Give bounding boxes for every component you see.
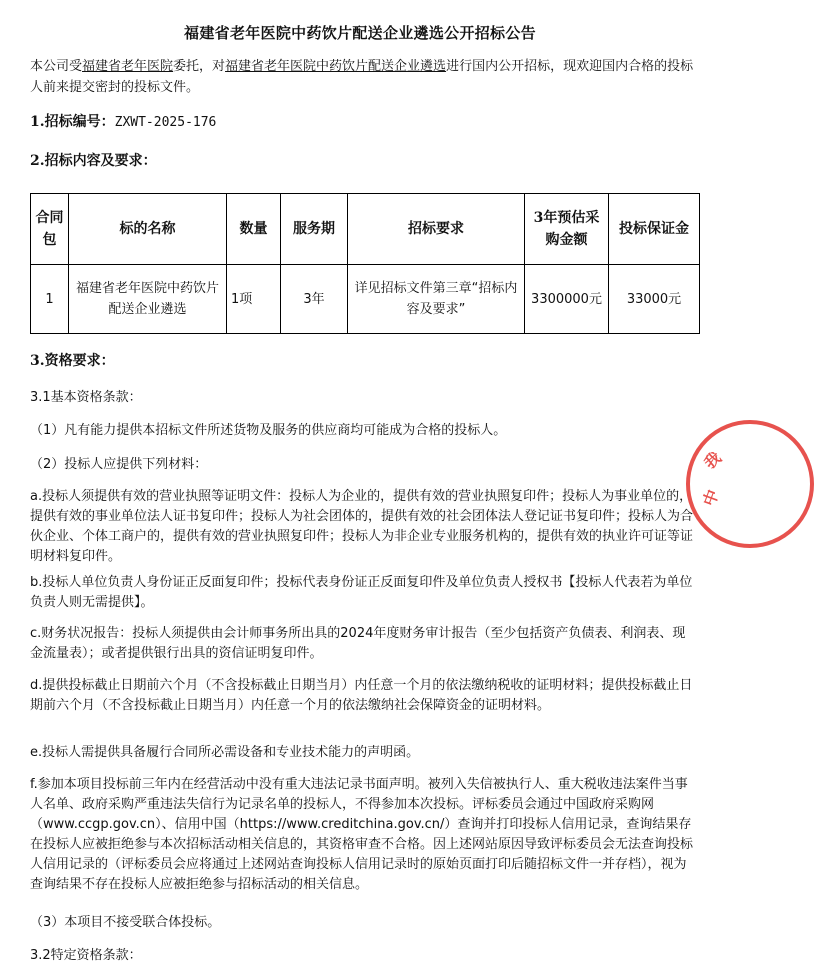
- client-name: 福建省老年医院: [82, 59, 174, 74]
- section-3-heading: 3.资格要求：: [30, 353, 115, 369]
- qualification-item-3: （3）本项目不接受联合体投标。: [30, 915, 221, 930]
- bid-number-value: ZXWT-2025-176: [114, 115, 217, 130]
- section-2-heading: 2.招标内容及要求：: [30, 153, 157, 169]
- intro-text-3: 进行国内公开招标，现欢迎国内合格的投标人前来提交密封的投标文件。: [30, 59, 694, 95]
- project-name: 福建省老年医院中药饮片配送企业遴选: [225, 59, 447, 74]
- page-title: 福建省老年医院中药饮片配送企业遴选公开招标公告: [184, 24, 536, 42]
- section-1-heading: [30, 112, 216, 133]
- requirement-e: e.投标人需提供具备履行合同所必需设备和专业技术能力的声明函。: [30, 745, 420, 760]
- specific-qualification-heading: 3.2特定资格条款：: [30, 948, 142, 963]
- cell-estimated-amount: 3300000元: [525, 265, 609, 334]
- table-header-row: [31, 194, 700, 265]
- header-deposit: 投标保证金: [609, 194, 700, 265]
- cell-item-name: 福建省老年医院中药饮片配送企业遴选: [69, 265, 227, 334]
- header-requirement: 招标要求: [348, 194, 525, 265]
- header-package: 合同包: [31, 194, 69, 265]
- bid-number-label: 1.招标编号：: [30, 114, 115, 130]
- qualification-item-2: （2）投标人应提供下列材料：: [30, 457, 208, 472]
- requirement-a: a.投标人须提供有效的营业执照等证明文件：投标人为企业的，提供有效的营业执照复印件；投标人为事业单位的，提供有效的事业单位法人证书复印件；投标人为社会团体的，提供有效的社会团体法人登记证书复印件；投标人为合伙企业、个体工商户的，提供有效的营业执照复印件；投标人为非企业专业服务机构的，提供有效的执业许可证等证明材料复印件。: [30, 489, 694, 564]
- requirement-f: f.参加本项目投标前三年内在经营活动中没有重大违法记录书面声明。被列入失信被执行人、重大税收违法案件当事人名单、政府采购严重违法失信行为记录名单的投标人，不得参加本次投标。评标委员会通过中国政府采购网（www.ccgp.gov.cn）、信用中国（https://www.creditchina.gov.cn/）查询并打印投标人信用记录，查询结果存在投标人应被拒绝参与本次招标活动相关信息的，其资格审查不合格。因上述网站原因导致评标委员会无法查询投标人信用记录的（评标委员会应将通过上述网站查询投标人信用记录时的原始页面打印后随招标文件一并存档），视为查询结果不存在投标人应被拒绝参与招标活动的相关信息。: [30, 777, 694, 892]
- header-item-name: 标的名称: [69, 194, 227, 265]
- intro-paragraph: [30, 56, 694, 98]
- intro-text-1: 本公司受: [30, 59, 83, 74]
- header-quantity: 数量: [227, 194, 281, 265]
- header-service-period: 服务期: [281, 194, 348, 265]
- basic-qualification-heading: 3.1基本资格条款：: [30, 390, 142, 405]
- header-estimated-amount: 3年预估采购金额: [525, 194, 609, 265]
- cell-requirement: 详见招标文件第三章“招标内容及要求”: [348, 265, 525, 334]
- cell-quantity: 1项: [227, 265, 281, 334]
- cell-deposit: 33000元: [609, 265, 700, 334]
- table-row: [31, 265, 700, 334]
- requirement-c: c.财务状况报告：投标人须提供由会计师事务所出具的2024年度财务审计报告（至少包括资产负债表、利润表、现金流量表）；或者提供银行出具的资信证明复印件。: [30, 626, 686, 661]
- company-seal-stamp: 我 中: [686, 420, 814, 548]
- cell-package: 1: [31, 265, 69, 334]
- requirement-d: d.提供投标截止日期前六个月（不含投标截止日期当月）内任意一个月的依法缴纳税收的证明材料；提供投标截止日期前六个月（不含投标截止日期当月）内任意一个月的依法缴纳社会保障资金的证明材料。: [30, 678, 693, 713]
- qualification-item-1: （1）凡有能力提供本招标文件所述货物及服务的供应商均可能成为合格的投标人。: [30, 423, 507, 438]
- bid-content-table: [30, 193, 700, 334]
- requirement-b: b.投标人单位负责人身份证正反面复印件；投标代表身份证正反面复印件及单位负责人授权书【投标人代表若为单位负责人则无需提供】。: [30, 575, 693, 610]
- cell-service-period: 3年: [281, 265, 348, 334]
- intro-text-2: 委托，对: [173, 59, 226, 74]
